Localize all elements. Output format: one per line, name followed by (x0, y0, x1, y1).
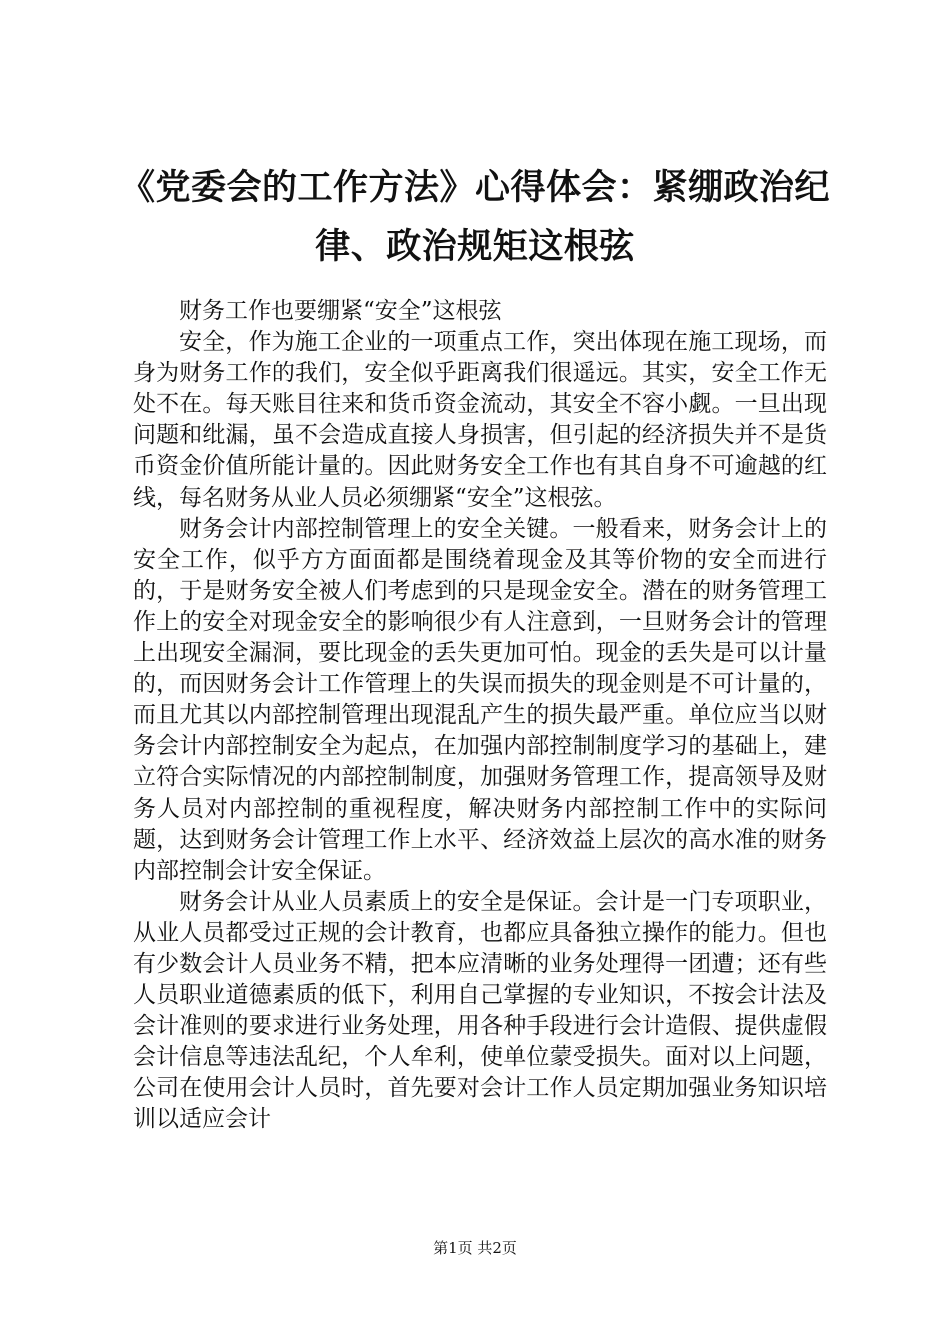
document-title: 《党委会的工作方法》心得体会：紧绷政治纪律、政治规矩这根弦 (120, 167, 831, 267)
section-subtitle: 财务工作也要绷紧“安全”这根弦 (179, 298, 502, 324)
document-body (133, 296, 827, 1136)
paragraph-3: 财务会计从业人员素质上的安全是保证。会计是一门专项职业，从业人员都受过正规的会计教育，也都应具备独立操作的能力。但也有少数会计人员业务不精，把本应清晰的业务处理得一团遭；还有些人员职业道德素质的低下，利用自己掌握的专业知识，不按会计法及会计准则的要求进行业务处理，用各种手段进行会计造假、提供虚假会计信息等违法乱纪，个人牟利，使单位蒙受损失。面对以上问题，公司在使用会计人员时，首先要对会计工作人员定期加强业务知识培训以适应会计 (133, 888, 827, 1133)
paragraph-1: 安全，作为施工企业的一项重点工作，突出体现在施工现场，而身为财务工作的我们，安全似乎距离我们很遥远。其实，安全工作无处不在。每天账目往来和货币资金流动，其安全不容小觑。一旦出现问题和纰漏，虽不会造成直接人身损害，但引起的经济损失并不是货币资金价值所能计量的。因此财务安全工作也有其自身不可逾越的红线，每名财务从业人员必须绷紧“安全”这根弦。 (133, 329, 827, 511)
paragraph-2: 财务会计内部控制管理上的安全关键。一般看来，财务会计上的安全工作，似乎方方面面都是围绕着现金及其等价物的安全而进行的，于是财务安全被人们考虑到的只是现金安全。潜在的财务管理工作上的安全对现金安全的影响很少有人注意到，一旦财务会计的管理上出现安全漏洞，要比现金的丢失更加可怕。现金的丢失是可以计量的，而因财务会计工作管理上的失误而损失的现金则是不可计量的，而且尤其以内部控制管理出现混乱产生的损失最严重。单位应当以财务会计内部控制安全为起点，在加强内部控制制度学习的基础上，建立符合实际情况的内部控制制度，加强财务管理工作，提高领导及财务人员对内部控制的重视程度，解决财务内部控制工作中的实际问题，达到财务会计管理工作上水平、经济效益上层次的高水准的财务内部控制会计安全保证。 (133, 515, 827, 884)
page-number-footer: 第1页 共2页 (433, 1239, 517, 1257)
